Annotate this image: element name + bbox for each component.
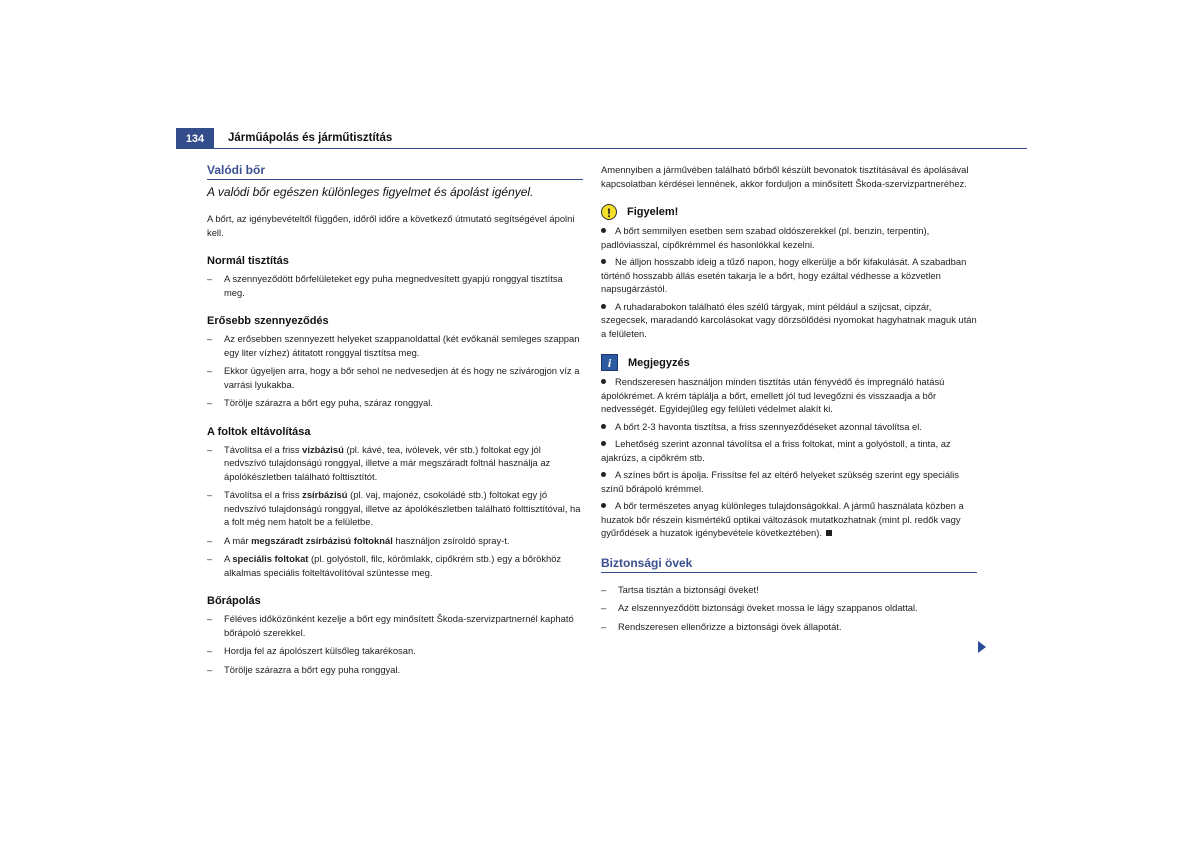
- bullet-icon: [601, 304, 606, 309]
- chapter-title: Járműápolás és járműtisztítás: [228, 132, 393, 144]
- warning-icon: !: [601, 204, 617, 220]
- bullet-icon: [601, 441, 606, 446]
- subheading-leather-care: Bőrápolás: [207, 595, 261, 607]
- stain-removal-list: [207, 443, 583, 580]
- next-page-arrow-icon[interactable]: [978, 641, 986, 653]
- note-list: [601, 375, 977, 540]
- bullet-icon: [601, 379, 606, 384]
- subheading-normal-cleaning: Normál tisztítás: [207, 255, 289, 267]
- bullet-icon: [601, 424, 606, 429]
- page-number: 134: [176, 128, 214, 148]
- list-item: – Törölje szárazra a bőrt egy puha ronggyal.: [207, 663, 583, 677]
- list-item: A ruhadarabokon található éles szélű tárgyak, mint például a szijcsat, cipzár, szegecsek, maradandó karcolásokat vagy dörzsölődési nyomokat hagyhatnak maguk után a felületen.: [601, 300, 977, 339]
- leather-care-list: [207, 612, 583, 676]
- list-item: A színes bőrt is ápolja. Frissítse fel az eltérő helyeket szükség szerint egy speciális színű bőrápoló krémmel.: [601, 469, 959, 494]
- subheading-strong-dirt: Erősebb szennyeződés: [207, 315, 329, 327]
- list-item: – Az elszennyeződött biztonsági öveket mossa le lágy szappanos oldattal.: [601, 601, 977, 615]
- right-intro-paragraph: Amennyiben a járművében található bőrből készült bevonatok tisztításával és ápolásával kapcsolatban kérdései lennének, akkor forduljon a minősített Škoda-szervizpartneréhez.: [601, 164, 969, 189]
- list-item: – Törölje szárazra a bőrt egy puha, száraz ronggyal.: [207, 396, 583, 410]
- section-title-seatbelts: Biztonsági övek: [601, 556, 977, 573]
- right-column: [601, 163, 977, 649]
- warning-title: Figyelem!: [627, 206, 679, 218]
- warning-header: [601, 204, 977, 220]
- section-lead: A valódi bőr egészen különleges figyelmet és ápolást igényel.: [207, 185, 534, 199]
- list-item: – Rendszeresen ellenőrizze a biztonsági övek állapotát.: [601, 620, 977, 634]
- bullet-icon: [601, 259, 606, 264]
- list-item: A bőr természetes anyag különleges tulajdonságokkal. A jármű használata közben a huzatok bőr részein kismértékű optikai változások mutatkozhatnak (mint pl. redők vagy gyűrődések a huzatok igénybevétele következtében).: [601, 500, 964, 538]
- normal-cleaning-list: [207, 272, 583, 299]
- list-item: Rendszeresen használjon minden tisztítás után fényvédő és impregnáló hatású ápolókrémet. A krém táplálja a bőrt, emellett jól tud levegőzni és visszaadja a bőr nedvességét. Egyidejűleg egy felületi védelmet alakít ki.: [601, 376, 945, 414]
- list-item: – Ekkor ügyeljen arra, hogy a bőr sehol ne nedvesedjen át és hogy ne szivárogjon víz a varrási lyukakba.: [207, 364, 583, 391]
- bullet-icon: [601, 228, 606, 233]
- list-item: A bőrt semmilyen esetben sem szabad oldószerekkel (pl. benzin, terpentin), padlóviasszal, cipőkrémmel és hasonlókkal kezelni.: [601, 225, 930, 250]
- page-header: [176, 128, 1027, 149]
- section-title-leather: Valódi bőr: [207, 163, 583, 180]
- list-item: – Hordja fel az ápolószert külsőleg takarékosan.: [207, 644, 583, 658]
- list-item: – Féléves időközönként kezelje a bőrt egy minősített Škoda-szervizpartnernél kapható bőrápoló szerekkel.: [207, 612, 583, 639]
- list-item: Lehetőség szerint azonnal távolítsa el a friss foltokat, mint a golyóstoll, a tinta, az ajakrúzs, a cipőkrém stb.: [601, 438, 951, 463]
- list-item: – A speciális foltokat (pl. golyóstoll, filc, körömlakk, cipőkrém stb.) egy a bőrökhöz alkalmas speciális folteltávolítóval szüntesse meg.: [207, 552, 583, 579]
- subheading-stain-removal: A foltok eltávolítása: [207, 425, 311, 438]
- note-title: Megjegyzés: [628, 356, 690, 369]
- list-item: – Az erősebben szennyezett helyeket szappanoldattal (két evőkanál semleges szappan egy liter vízhez) átitatott ronggyal tisztítsa meg.: [207, 332, 583, 359]
- list-item: – Távolítsa el a friss zsírbázisú (pl. vaj, majonéz, csokoládé stb.) foltokat egy jó nedvszívó tulajdonságú ronggyal, illetve az ápolókészletben található folttisztítóval, ha a folt még nem hatolt be a felületbe.: [207, 488, 583, 529]
- info-icon: i: [601, 354, 618, 371]
- bullet-icon: [601, 472, 606, 477]
- list-item: – A szennyeződött bőrfelületeket egy puha megnedvesített gyapjú ronggyal tisztítsa meg.: [207, 272, 583, 299]
- list-item: A bőrt 2-3 havonta tisztítsa, a friss szennyeződéseket azonnal távolítsa el.: [601, 420, 977, 434]
- intro-paragraph: A bőrt, az igénybevételtől függően, időről időre a következő útmutató segítségével ápolni kell.: [207, 213, 575, 238]
- list-item: – Tartsa tisztán a biztonsági öveket!: [601, 583, 977, 597]
- warning-list: [601, 224, 977, 340]
- left-column: [207, 163, 583, 692]
- bullet-icon: [601, 503, 606, 508]
- list-item: – Távolítsa el a friss vízbázisú (pl. kávé, tea, ivólevek, vér stb.) foltokat egy jól nedvszívó tulajdonságú ronggyal, illetve a már megszáradt foltnál használja az ápolókészletben található folttisztítót.: [207, 443, 583, 484]
- seatbelt-list: [601, 583, 977, 634]
- note-header: [601, 354, 977, 371]
- strong-dirt-list: [207, 332, 583, 410]
- list-item: Ne álljon hosszabb ideig a tűző napon, hogy elkerülje a bőr kifakulását. A szabadban történő hosszabb állás esetén takarja le a bőrt, hogy ezáltal védhesse a közvetlen napsugárzástól.: [601, 256, 967, 294]
- list-item: – A már megszáradt zsírbázisú foltoknál használjon zsíroldó spray-t.: [207, 534, 583, 548]
- end-mark-icon: [826, 530, 832, 536]
